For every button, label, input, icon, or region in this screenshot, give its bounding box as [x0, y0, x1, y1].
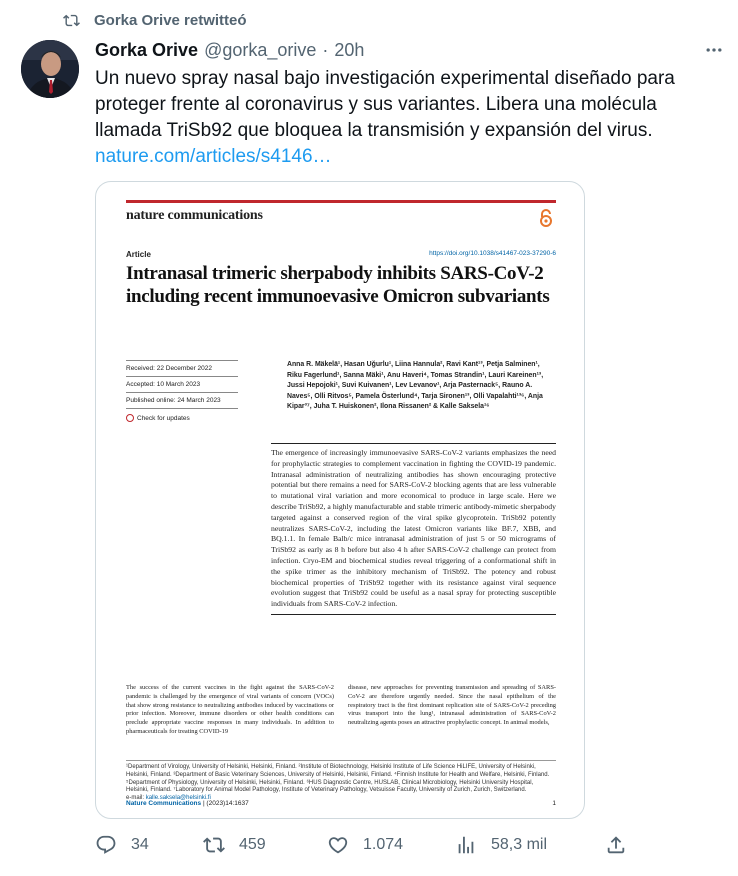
reply-button[interactable] [95, 834, 149, 856]
page-number: 1 [552, 800, 556, 807]
more-button[interactable] [702, 40, 726, 60]
accepted-date: Accepted: 10 March 2023 [126, 376, 238, 392]
views-button[interactable] [455, 834, 547, 856]
reply-count: 34 [131, 836, 149, 853]
tweet-time[interactable]: 20h [334, 40, 365, 60]
reply-icon [95, 834, 117, 856]
author-handle[interactable]: @gorka_orive [204, 40, 317, 60]
share-icon [605, 834, 627, 856]
tweet-body [95, 66, 715, 170]
footer-journal: Nature Communications [126, 800, 202, 807]
journal-name: nature communications [126, 208, 263, 223]
views-count: 58,3 mil [491, 836, 548, 853]
footer-issue: | (2023)14:1637 [202, 800, 249, 807]
paper-footer [126, 800, 556, 807]
paper-page [126, 200, 556, 812]
like-count: 1.074 [363, 836, 404, 853]
body-text [126, 684, 556, 737]
body-col-right: disease, new approaches for preventing transmission and spreading of SARS-CoV-2 are therefore urgently needed. Since the nasal epithelium of the respiratory tract is the first dominant replication site of SARS-CoV-2 preceding virus transport into the lung¹, intranasal administration of SARS-CoV-2 neutralizing agents poses an attractive prophylactic concept. In animal models, [348, 684, 556, 727]
email-address: kalle.saksela@helsinki.fi [145, 795, 211, 802]
open-access-icon [538, 208, 554, 228]
more-icon [704, 40, 724, 60]
email-label: e-mail: [126, 795, 145, 802]
article-link[interactable]: nature.com/articles/s4146… [95, 146, 332, 167]
received-date: Received: 22 December 2022 [126, 360, 238, 376]
author-list: Anna R. Mäkelä¹, Hasan Uğurlu¹, Liina Hannula², Ravi Kant¹³, Petja Salminen¹, Riku Fagerlund¹, Sanna Mäki¹, Anu Haveri⁴, Tomas Strandin¹, Lauri Kareinen¹³, Jussi Hepojoki¹, Suvi Kuivanen¹, Lev Levanov¹, Arja Pasternack⁵, Rauno A. Naves⁵, Olli Ritvos⁵, Pamela Österlund⁴, Tarja Sironen¹³, Olli Vapalahti¹³⁶, Anja Kipar³⁷, Juha T. Huiskonen², Ilona Rissanen² & Kalle Saksela¹⁶ [287, 361, 544, 410]
tweet-header [95, 40, 715, 61]
tweet-text: Un nuevo spray nasal bajo investigación experimental diseñado para proteger frente al coronavirus y sus variantes. Libera una molécula llamada TriSb92 que bloquea la transmisión y expansión del virus. [95, 68, 675, 141]
action-bar [95, 834, 635, 864]
avatar[interactable] [21, 40, 79, 98]
check-updates [126, 409, 238, 422]
retweet-header[interactable] [63, 12, 247, 29]
check-updates-icon [126, 414, 134, 422]
doi-link: https://doi.org/10.1038/s41467-023-37290-6 [429, 250, 556, 257]
like-button[interactable] [327, 834, 403, 856]
views-icon [455, 834, 477, 856]
affiliations [126, 760, 556, 803]
retweet-label: Gorka Orive retwitteó [94, 12, 247, 29]
media-card[interactable] [95, 181, 585, 819]
author-name[interactable]: Gorka Orive [95, 40, 199, 60]
retweet-count: 459 [239, 836, 266, 853]
article-type: Article [126, 250, 151, 259]
dates-box [126, 360, 238, 422]
heart-icon [327, 834, 349, 856]
affiliation-text: ¹Department of Virology, University of Helsinki, Helsinki, Finland. ²Institute of Biotechnology, Helsinki Institute of Life Science HiLIFE, University of Helsinki, Helsinki, Finland. ³Department of Basic Veterinary Sciences, University of Helsinki, Helsinki, Finland. ⁴Finnish Institute for Health and Welfare, Helsinki, Finland. ⁵Department of Physiology, University of Helsinki, Helsinki, Finland. ⁶HUS Diagnostic Centre, HUSLAB, Clinical Microbiology, Helsinki University Hospital, Helsinki, Finland. ⁷Laboratory for Animal Model Pathology, Institute of Veterinary Pathology, Vetsuisse Faculty, University of Zurich, Zurich, Switzerland. [126, 764, 550, 794]
paper-title: Intranasal trimeric sherpabody inhibits SARS-CoV-2 including recent immunoevasive Omicron subvariants [126, 263, 550, 307]
check-updates-label: Check for updates [137, 414, 190, 422]
abstract: The emergence of increasingly immunoevasive SARS-CoV-2 variants emphasizes the need for prophylactic strategies to complement vaccination in fighting the COVID-19 pandemic. Intranasal administration of neutralizing antibodies has shown encouraging protective potential but there remains a need for SARS-CoV-2 blocking agents that are less vulnerable to mutational viral variation and more economical to produce in large scale. Here we describe TriSb92, a highly manufacturable and stable trimeric antibody-mimetic sherpabody targeted against a conserved region of the viral spike glycoprotein. TriSb92 potently neutralizes SARS-CoV-2, including the latest Omicron variants like BF.7, XBB, and BQ.1.1. In female Balb/c mice intranasal administration of just 5 or 50 micrograms of TriSb92 as early as 8 h before but also 4 h after SARS-CoV-2 challenge can protect from infection. Cryo-EM and biochemical studies reveal triggering of a conformational shift in the spike trimer as the inhibitory mechanism of TriSb92. The potency and robust biochemical properties of TriSb92 together with its resistance against viral sequence evolution suggest that TriSb92 could be useful as a nasal spray for protecting susceptible individuals from SARS-CoV-2 infection. [271, 443, 556, 615]
share-button[interactable] [605, 834, 641, 856]
journal-rule [126, 200, 556, 203]
published-date: Published online: 24 March 2023 [126, 392, 238, 409]
retweet-button[interactable] [203, 834, 266, 856]
separator: · [322, 40, 329, 60]
retweet-icon [63, 12, 80, 29]
retweet-icon [203, 834, 225, 856]
body-col-left: The success of the current vaccines in the fight against the SARS-CoV-2 pandemic is challenged by the emergence of viral variants of concern (VOCs) that show strong resistance to neutralizing antibodies induced by vaccinations or prior infection. Moreover, immune disorders or other health conditions can preclude appropriate vaccine responses in many individuals. In addition to pharmaceuticals for treating COVID-19 [126, 684, 334, 735]
